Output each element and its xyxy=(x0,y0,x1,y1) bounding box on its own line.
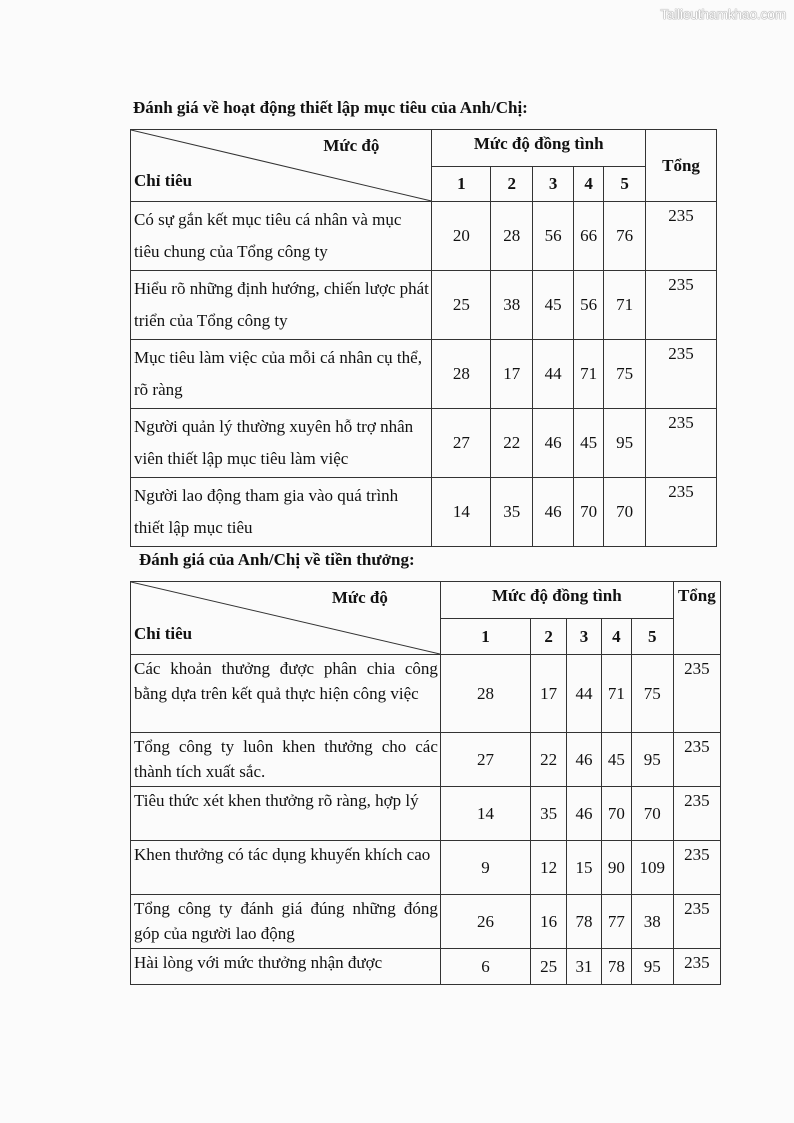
cell-level-3: 46 xyxy=(567,733,602,787)
cell-total: 235 xyxy=(646,340,717,409)
cell-total: 235 xyxy=(673,841,720,895)
table-row xyxy=(131,478,717,547)
header-level-3: 3 xyxy=(567,619,602,655)
header-level-3: 3 xyxy=(533,167,574,202)
cell-total: 235 xyxy=(646,478,717,547)
header-criteria-label: Chỉ tiêu xyxy=(134,171,193,190)
row-label: Có sự gắn kết mục tiêu cá nhân và mục tiêu chung của Tổng công ty xyxy=(131,202,432,271)
cell-level-4: 78 xyxy=(601,949,631,985)
row-label: Hài lòng với mức thưởng nhận được xyxy=(131,949,441,985)
cell-level-5: 109 xyxy=(631,841,673,895)
cell-total: 235 xyxy=(646,202,717,271)
cell-level-4: 71 xyxy=(574,340,604,409)
row-label: Người lao động tham gia vào quá trình thiết lập mục tiêu xyxy=(131,478,432,547)
cell-level-3: 44 xyxy=(567,655,602,733)
row-label: Tổng công ty luôn khen thưởng cho các thành tích xuất sắc. xyxy=(131,733,441,787)
table-row xyxy=(131,841,721,895)
cell-level-2: 16 xyxy=(531,895,567,949)
cell-level-3: 46 xyxy=(533,409,574,478)
row-label: Tiêu thức xét khen thưởng rõ ràng, hợp lý xyxy=(131,787,441,841)
cell-level-4: 45 xyxy=(574,409,604,478)
table-row xyxy=(131,202,717,271)
cell-total: 235 xyxy=(673,787,720,841)
header-agreement-level: Mức độ đồng tình xyxy=(432,130,646,167)
header-agreement-level: Mức độ đồng tình xyxy=(440,582,673,619)
cell-level-4: 70 xyxy=(574,478,604,547)
row-label: Mục tiêu làm việc của mỗi cá nhân cụ thể, rõ ràng xyxy=(131,340,432,409)
cell-level-3: 56 xyxy=(533,202,574,271)
header-level-4: 4 xyxy=(574,167,604,202)
table-row xyxy=(131,949,721,985)
goal-setting-table xyxy=(130,129,717,547)
table-row xyxy=(131,787,721,841)
diagonal-header-cell xyxy=(131,582,441,655)
cell-level-5: 95 xyxy=(631,733,673,787)
cell-level-3: 44 xyxy=(533,340,574,409)
cell-total: 235 xyxy=(673,733,720,787)
row-label: Khen thưởng có tác dụng khuyến khích cao xyxy=(131,841,441,895)
section-title-bonus: Đánh giá của Anh/Chị về tiền thưởng: xyxy=(139,550,415,569)
cell-total: 235 xyxy=(646,271,717,340)
table-row xyxy=(131,895,721,949)
cell-level-5: 75 xyxy=(604,340,646,409)
cell-level-3: 45 xyxy=(533,271,574,340)
cell-level-5: 70 xyxy=(604,478,646,547)
cell-level-1: 25 xyxy=(432,271,491,340)
table-row xyxy=(131,655,721,733)
cell-level-5: 95 xyxy=(631,949,673,985)
row-label: Tổng công ty đánh giá đúng những đóng góp của người lao động xyxy=(131,895,441,949)
cell-level-1: 27 xyxy=(432,409,491,478)
cell-level-1: 28 xyxy=(432,340,491,409)
header-level-1: 1 xyxy=(432,167,491,202)
cell-total: 235 xyxy=(673,655,720,733)
cell-level-2: 28 xyxy=(491,202,533,271)
cell-level-5: 76 xyxy=(604,202,646,271)
row-label: Người quản lý thường xuyên hỗ trợ nhân viên thiết lập mục tiêu làm việc xyxy=(131,409,432,478)
cell-level-1: 9 xyxy=(440,841,530,895)
cell-level-5: 38 xyxy=(631,895,673,949)
cell-level-1: 14 xyxy=(440,787,530,841)
cell-level-2: 25 xyxy=(531,949,567,985)
section-title-goal-setting: Đánh giá về hoạt động thiết lập mục tiêu của Anh/Chị: xyxy=(133,98,528,117)
cell-level-2: 22 xyxy=(491,409,533,478)
cell-level-4: 90 xyxy=(601,841,631,895)
header-level-4: 4 xyxy=(601,619,631,655)
header-level-5: 5 xyxy=(604,167,646,202)
cell-level-2: 35 xyxy=(491,478,533,547)
cell-level-1: 6 xyxy=(440,949,530,985)
cell-level-3: 46 xyxy=(567,787,602,841)
header-level-2: 2 xyxy=(491,167,533,202)
cell-level-2: 12 xyxy=(531,841,567,895)
cell-level-1: 20 xyxy=(432,202,491,271)
cell-level-2: 22 xyxy=(531,733,567,787)
diagonal-header-cell xyxy=(131,130,432,202)
cell-level-3: 78 xyxy=(567,895,602,949)
cell-level-1: 27 xyxy=(440,733,530,787)
header-criteria-label: Chỉ tiêu xyxy=(134,624,193,643)
bonus-table xyxy=(130,581,721,985)
header-level-5: 5 xyxy=(631,619,673,655)
header-level-label: Mức độ xyxy=(323,136,380,155)
cell-total: 235 xyxy=(673,895,720,949)
table-row xyxy=(131,271,717,340)
cell-level-3: 46 xyxy=(533,478,574,547)
cell-level-5: 71 xyxy=(604,271,646,340)
cell-level-4: 56 xyxy=(574,271,604,340)
table-row xyxy=(131,340,717,409)
header-level-label: Mức độ xyxy=(331,588,388,607)
cell-level-3: 31 xyxy=(567,949,602,985)
cell-level-5: 95 xyxy=(604,409,646,478)
cell-level-2: 17 xyxy=(491,340,533,409)
table-row xyxy=(131,409,717,478)
cell-level-5: 75 xyxy=(631,655,673,733)
cell-total: 235 xyxy=(646,409,717,478)
cell-level-4: 77 xyxy=(601,895,631,949)
cell-level-2: 38 xyxy=(491,271,533,340)
cell-level-4: 71 xyxy=(601,655,631,733)
cell-level-5: 70 xyxy=(631,787,673,841)
header-level-2: 2 xyxy=(531,619,567,655)
row-label: Hiểu rõ những định hướng, chiến lược phát triển của Tổng công ty xyxy=(131,271,432,340)
table-row xyxy=(131,733,721,787)
cell-level-1: 28 xyxy=(440,655,530,733)
cell-level-1: 14 xyxy=(432,478,491,547)
header-level-1: 1 xyxy=(440,619,530,655)
header-total: Tổng xyxy=(646,130,717,202)
cell-level-2: 17 xyxy=(531,655,567,733)
cell-level-4: 45 xyxy=(601,733,631,787)
cell-level-1: 26 xyxy=(440,895,530,949)
row-label: Các khoản thưởng được phân chia công bằng dựa trên kết quả thực hiện công việc xyxy=(131,655,441,733)
header-total: Tổng xyxy=(673,582,720,655)
cell-level-2: 35 xyxy=(531,787,567,841)
cell-level-4: 70 xyxy=(601,787,631,841)
cell-level-3: 15 xyxy=(567,841,602,895)
watermark: Tailieuthamkhao.com xyxy=(660,6,786,22)
cell-total: 235 xyxy=(673,949,720,985)
cell-level-4: 66 xyxy=(574,202,604,271)
